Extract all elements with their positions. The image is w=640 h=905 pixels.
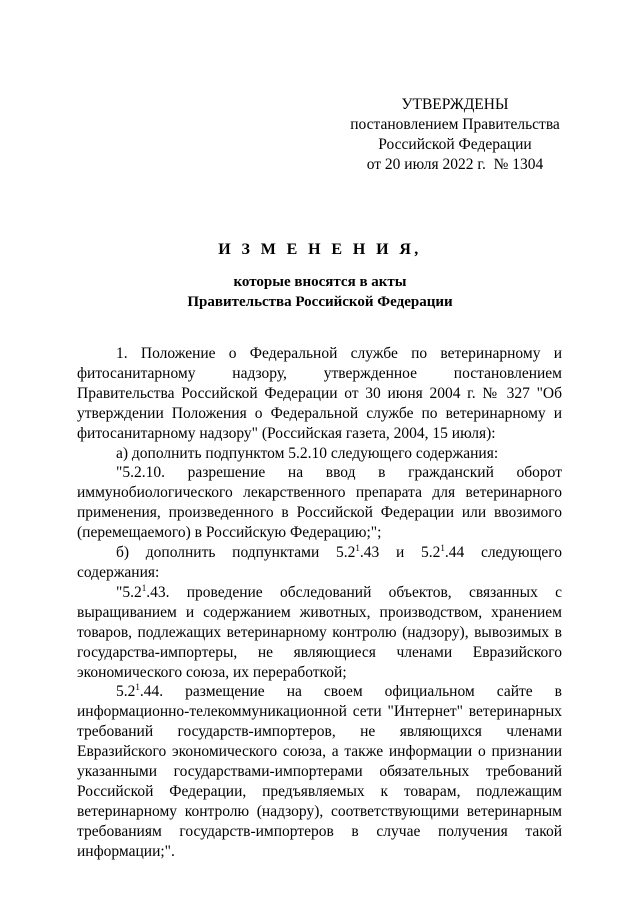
approval-block <box>340 95 570 175</box>
p4-superscript-1: 1 <box>355 543 360 554</box>
p4-text-c: .44 следующего содержания: <box>77 544 562 581</box>
p6-superscript: 1 <box>135 682 140 693</box>
p5-text-b: .43. проведение обследований объектов, связанных с выращиванием и содержанием животных, производством, хранением товаров, подлежащих ветеринарному контролю (надзору), вывозимых в государства-импортеры, не являющиеся членами Евразийского экономического союза, их переработкой; <box>77 583 562 681</box>
p4-text-b: .43 и 5.2 <box>359 544 441 562</box>
approval-date-number: от 20 июля 2022 г. № 1304 <box>366 156 544 173</box>
paragraph-1: 1. Положение о Федеральной службе по ветеринарному и фитосанитарному надзору, утвержденное постановлением Правительства Российской Федерации от 30 июня 2004 г. № 327 "Об утверждении Положения о Федеральной службе по ветеринарному и фитосанитарному надзору" (Российская газета, 2004, 15 июля): <box>77 345 562 442</box>
p4-text-a: б) дополнить подпунктами 5.2 <box>116 544 356 562</box>
document-title: И З М Е Н Е Н И Я, <box>218 241 422 258</box>
p6-text-a: 5.2 <box>116 683 136 701</box>
paragraph-3: "5.2.10. разрешение на ввод в гражданский оборот иммунобиологического лекарственного препарата для ветеринарного применения, произведенного в Российской Федерации или ввозимого (перемещаемого) в Российскую Федерацию;"; <box>77 464 562 542</box>
paragraph-4 <box>77 543 562 583</box>
paragraph-5 <box>77 583 562 683</box>
subtitle-line-2: Правительства Российской Федерации <box>187 294 453 310</box>
document-subtitle <box>0 272 640 312</box>
subtitle-line-1: которые вносятся в акты <box>233 274 407 290</box>
approval-authority: постановлением Правительства <box>350 116 560 133</box>
document-body <box>77 344 562 862</box>
p6-text-b: .44. размещение на своем официальном сайте в информационно-телекоммуникационной сети "Интернет" ветеринарных требований государств-импортеров, не являющихся членами Евразийского экономического союза, а также информации о признании указанными государствами-импортерами обязательных требований Российской Федерации, предъявляемых к товарам, подлежащим ветеринарному контролю (надзору), соответствующими ветеринарным требованиям государств-импортеров в случае получения такой информации;". <box>77 683 562 860</box>
p5-text-a: "5.2 <box>116 583 142 601</box>
p5-superscript: 1 <box>141 582 147 593</box>
approval-status: УТВЕРЖДЕНЫ <box>401 96 509 113</box>
paragraph-2: а) дополнить подпунктом 5.2.10 следующего содержания: <box>116 444 499 462</box>
approval-authority-country: Российской Федерации <box>378 136 532 153</box>
p4-superscript-2: 1 <box>440 543 445 554</box>
paragraph-6 <box>77 682 562 861</box>
